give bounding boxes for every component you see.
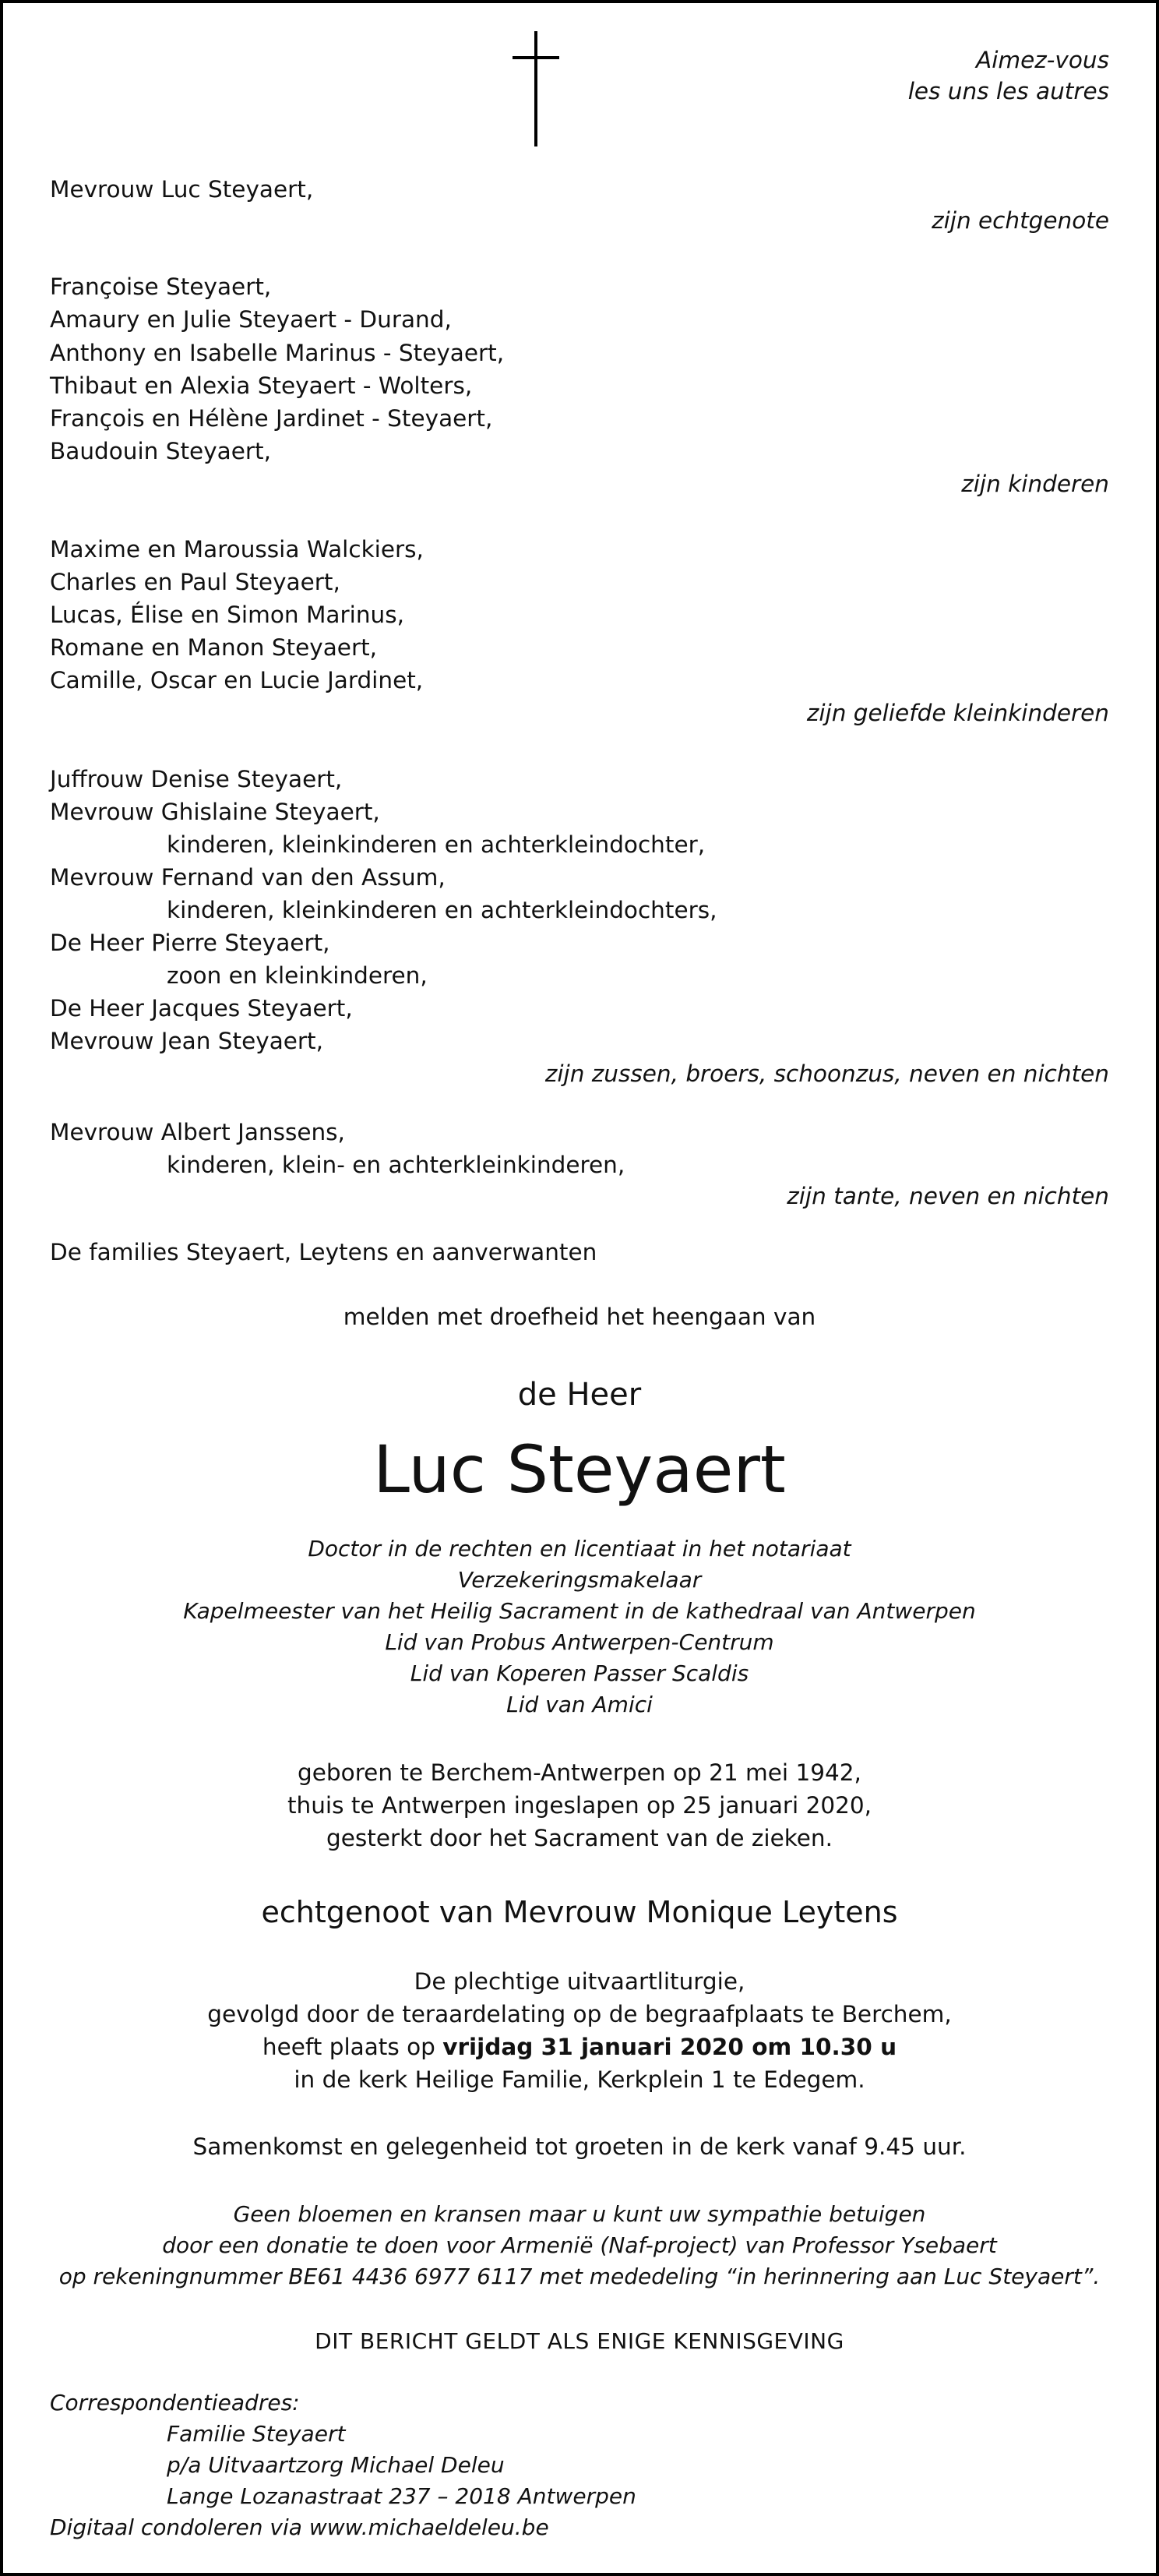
- correspondence-label: Correspondentieadres:: [50, 2390, 300, 2415]
- date-line: gesterkt door het Sacrament van de zieken.: [326, 1825, 833, 1851]
- spouse-name: Mevrouw Luc Steyaert,: [50, 176, 314, 203]
- grandchild-line: Lucas, Élise en Simon Marinus,: [50, 602, 404, 628]
- sibling-line: Mevrouw Ghislaine Steyaert,: [50, 799, 380, 825]
- ceremony-line-date: [50, 2031, 1109, 2063]
- sibling-line: De Heer Pierre Steyaert,: [50, 930, 330, 956]
- title-line: Lid van Amici: [506, 1692, 653, 1717]
- title-line: Lid van Koperen Passer Scaldis: [410, 1660, 749, 1686]
- donation-line: door een donatie te doen voor Armenië (Naf-project) van Professor Ysebaert: [162, 2232, 997, 2258]
- notice-line: DIT BERICHT GELDT ALS ENIGE KENNISGEVING: [315, 2328, 844, 2354]
- grandchildren-role: zijn geliefde kleinkinderen: [806, 700, 1109, 726]
- donation-line: op rekeningnummer BE61 4436 6977 6117 met mededeling “in herinnering aan Luc Steyaert”.: [58, 2264, 1101, 2289]
- families-line: De families Steyaert, Leytens en aanverwanten: [50, 1239, 597, 1265]
- child-line: Baudouin Steyaert,: [50, 438, 271, 464]
- sibling-line: Juffrouw Denise Steyaert,: [50, 766, 343, 792]
- children-role: zijn kinderen: [961, 471, 1109, 497]
- ceremony-date: vrijdag 31 januari 2020 om 10.30 u: [442, 2034, 897, 2060]
- announce-line: melden met droefheid het heengaan van: [343, 1304, 816, 1330]
- cross-icon-bar: [513, 56, 559, 59]
- title-line: Verzekeringsmakelaar: [457, 1567, 702, 1593]
- ceremony-line: in de kerk Heilige Familie, Kerkplein 1 te Edegem.: [294, 2066, 865, 2093]
- sibling-line: Mevrouw Jean Steyaert,: [50, 1028, 323, 1054]
- spouse-role: zijn echtgenote: [932, 207, 1109, 234]
- aunt-line: Mevrouw Albert Janssens,: [50, 1119, 345, 1145]
- grandchild-line: Charles en Paul Steyaert,: [50, 569, 340, 595]
- child-line: François en Hélène Jardinet - Steyaert,: [50, 405, 493, 432]
- husband-of: echtgenoot van Mevrouw Monique Leytens: [261, 1895, 898, 1929]
- date-line: geboren te Berchem-Antwerpen op 21 mei 1942,: [298, 1759, 861, 1786]
- condolence-link[interactable]: Digitaal condoleren via www.michaeldeleu.be: [50, 2514, 549, 2540]
- grandchild-line: Camille, Oscar en Lucie Jardinet,: [50, 667, 424, 693]
- sibling-line: Mevrouw Fernand van den Assum,: [50, 864, 446, 891]
- grandchild-line: Romane en Manon Steyaert,: [50, 634, 378, 661]
- ceremony-line: gevolgd door de teraardelating op de begraafplaats te Berchem,: [207, 2001, 952, 2027]
- grandchild-line: Maxime en Maroussia Walckiers,: [50, 536, 424, 563]
- title-line: Lid van Probus Antwerpen-Centrum: [385, 1629, 774, 1655]
- cross-icon: [534, 31, 537, 146]
- siblings-role: zijn zussen, broers, schoonzus, neven en nichten: [544, 1060, 1109, 1087]
- date-line: thuis te Antwerpen ingeslapen op 25 januari 2020,: [287, 1792, 872, 1819]
- child-line: Anthony en Isabelle Marinus - Steyaert,: [50, 340, 505, 366]
- ceremony-date-prefix: heeft plaats op: [262, 2034, 443, 2060]
- gathering-line: Samenkomst en gelegenheid tot groeten in de kerk vanaf 9.45 uur.: [192, 2133, 967, 2160]
- child-line: Amaury en Julie Steyaert - Durand,: [50, 306, 452, 333]
- motto-line-2: les uns les autres: [907, 78, 1109, 104]
- title-line: Doctor in de rechten en licentiaat in het notariaat: [308, 1536, 851, 1561]
- sibling-line: De Heer Jacques Steyaert,: [50, 995, 353, 1022]
- sibling-subline: kinderen, kleinkinderen en achterkleindochter,: [167, 831, 706, 858]
- honorific: de Heer: [517, 1377, 642, 1413]
- correspondence-line: p/a Uitvaartzorg Michael Deleu: [167, 2452, 505, 2478]
- ceremony-line: De plechtige uitvaartliturgie,: [414, 1968, 745, 1995]
- donation-line: Geen bloemen en kransen maar u kunt uw sympathie betuigen: [233, 2201, 926, 2227]
- correspondence-line: Familie Steyaert: [167, 2421, 346, 2447]
- child-line: Françoise Steyaert,: [50, 273, 272, 300]
- deceased-name: Luc Steyaert: [373, 1431, 786, 1508]
- title-line: Kapelmeester van het Heilig Sacrament in de kathedraal van Antwerpen: [183, 1598, 976, 1624]
- aunt-role: zijn tante, neven en nichten: [787, 1183, 1109, 1209]
- correspondence-line: Lange Lozanastraat 237 – 2018 Antwerpen: [167, 2483, 636, 2509]
- sibling-subline: zoon en kleinkinderen,: [167, 962, 428, 989]
- motto-line-1: Aimez-vous: [976, 47, 1109, 73]
- aunt-subline: kinderen, klein- en achterkleinkinderen,: [167, 1152, 625, 1178]
- child-line: Thibaut en Alexia Steyaert - Wolters,: [50, 372, 473, 399]
- sibling-subline: kinderen, kleinkinderen en achterkleindochters,: [167, 897, 717, 923]
